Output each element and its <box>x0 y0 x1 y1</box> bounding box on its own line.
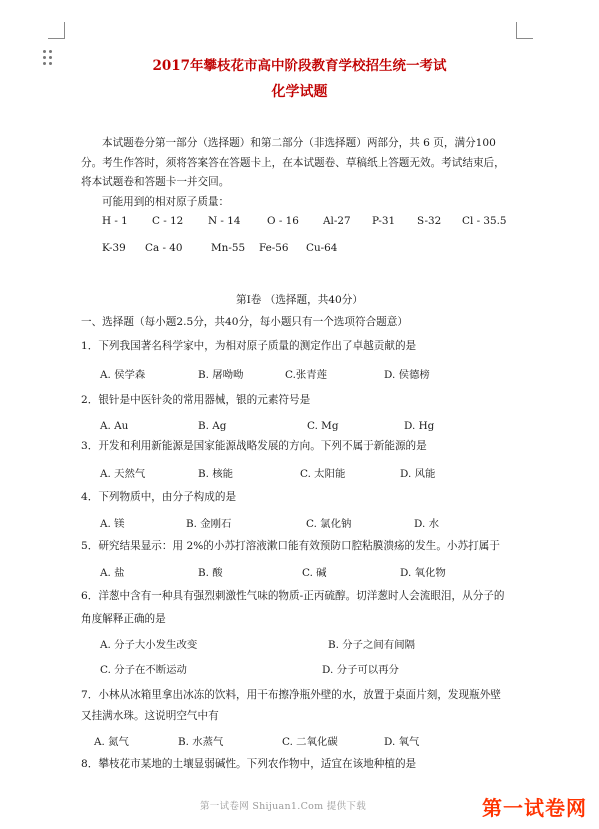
question-stem: 6．洋葱中含有一种具有强烈刺激性气味的物质-正丙硫醇。切洋葱时人会流眼泪，从分子的 <box>81 590 505 602</box>
question-stem: 7．小林从冰箱里拿出冰冻的饮料，用干布擦净瓶外壁的水，放置于桌面片刻，发现瓶外壁 <box>81 689 501 701</box>
crop-mark-top-left <box>48 22 65 39</box>
option: B. Ag <box>198 420 227 432</box>
option: D. 风能 <box>400 468 436 480</box>
section-heading: 一、选择题（每小题2.5分，共40分，每小题只有一个选项符合题意） <box>81 316 408 328</box>
option: B. 水蒸气 <box>178 736 224 748</box>
option: B. 屠呦呦 <box>198 369 244 381</box>
question-stem: 8．攀枝花市某地的土壤显弱碱性。下列农作物中，适宜在该地种植的是 <box>81 758 417 770</box>
atomic-mass: Al-27 <box>323 215 351 227</box>
option: C. 二氧化碳 <box>282 736 338 748</box>
atomic-mass: N - 14 <box>208 215 241 227</box>
intro-line-3: 将本试题卷和答题卡一并交回。 <box>81 176 230 188</box>
part-heading: 第Ⅰ卷 （选择题，共40分） <box>236 294 363 306</box>
option: C. 氯化钠 <box>306 518 352 530</box>
exam-subtitle: 化学试题 <box>271 84 328 100</box>
option: D. Hg <box>404 420 435 432</box>
option: C. 太阳能 <box>300 468 346 480</box>
option: C.张青莲 <box>285 369 328 381</box>
option: A. 侯学森 <box>100 369 146 381</box>
atomic-mass: S-32 <box>417 215 442 227</box>
atomic-mass: H - 1 <box>102 215 128 227</box>
option: C. 分子在不断运动 <box>100 664 187 676</box>
option: D. 水 <box>414 518 439 530</box>
exam-title: 2017年攀枝花市高中阶段教育学校招生统一考试 <box>152 58 447 74</box>
atomic-mass-label: 可能用到的相对原子质量： <box>102 196 230 208</box>
intro-line-2: 分。考生作答时，须将答案答在答题卡上，在本试题卷、草稿纸上答题无效。考试结束后， <box>81 157 505 169</box>
atomic-mass: Fe-56 <box>259 242 289 254</box>
option: D. 分子可以再分 <box>322 664 399 676</box>
option: B. 酸 <box>198 567 223 579</box>
question-stem: 3．开发和利用新能源是国家能源战略发展的方向。下列不属于新能源的是 <box>81 440 427 452</box>
option: D. 氧化物 <box>400 567 446 579</box>
atomic-mass: P-31 <box>372 215 396 227</box>
option: A. 氮气 <box>94 736 129 748</box>
option: B. 金刚石 <box>186 518 232 530</box>
option: C. 碱 <box>302 567 327 579</box>
site-logo: 第一试卷网 <box>482 796 587 820</box>
option: A. Au <box>100 420 129 432</box>
crop-mark-top-right <box>516 22 533 39</box>
question-stem: 1．下列我国著名科学家中，为相对原子质量的测定作出了卓越贡献的是 <box>81 340 417 352</box>
atomic-mass: Mn-55 <box>211 242 246 254</box>
footer-watermark: 第一试卷网 Shijuan1.Com 提供下载 <box>200 801 367 812</box>
question-stem: 4．下列物质中，由分子构成的是 <box>81 491 237 503</box>
question-stem-continued: 又挂满水珠。这说明空气中有 <box>81 710 219 722</box>
atomic-mass: Cl - 35.5 <box>462 215 507 227</box>
question-stem-continued: 角度解释正确的是 <box>81 613 166 625</box>
option: A. 天然气 <box>100 468 146 480</box>
option: C. Mg <box>307 420 339 432</box>
option: A. 盐 <box>100 567 125 579</box>
atomic-mass: K-39 <box>102 242 126 254</box>
atomic-mass: O - 16 <box>267 215 299 227</box>
question-stem: 2．银针是中医针灸的常用器械，银的元素符号是 <box>81 394 311 406</box>
option: A. 分子大小发生改变 <box>100 639 198 651</box>
intro-line-1: 本试题卷分第一部分（选择题）和第二部分（非选择题）两部分，共 6 页，满分100 <box>102 137 496 149</box>
option: B. 分子之间有间隔 <box>328 639 415 651</box>
option: D. 侯德榜 <box>384 369 430 381</box>
option: A. 镁 <box>100 518 125 530</box>
option: D. 氧气 <box>384 736 420 748</box>
atomic-mass: Ca - 40 <box>145 242 183 254</box>
option: B. 核能 <box>198 468 234 480</box>
atomic-mass: C - 12 <box>152 215 184 227</box>
atomic-mass: Cu-64 <box>306 242 338 254</box>
question-stem: 5．研究结果显示：用 2%的小苏打溶液漱口能有效预防口腔粘膜溃疡的发生。小苏打属于 <box>81 540 500 552</box>
